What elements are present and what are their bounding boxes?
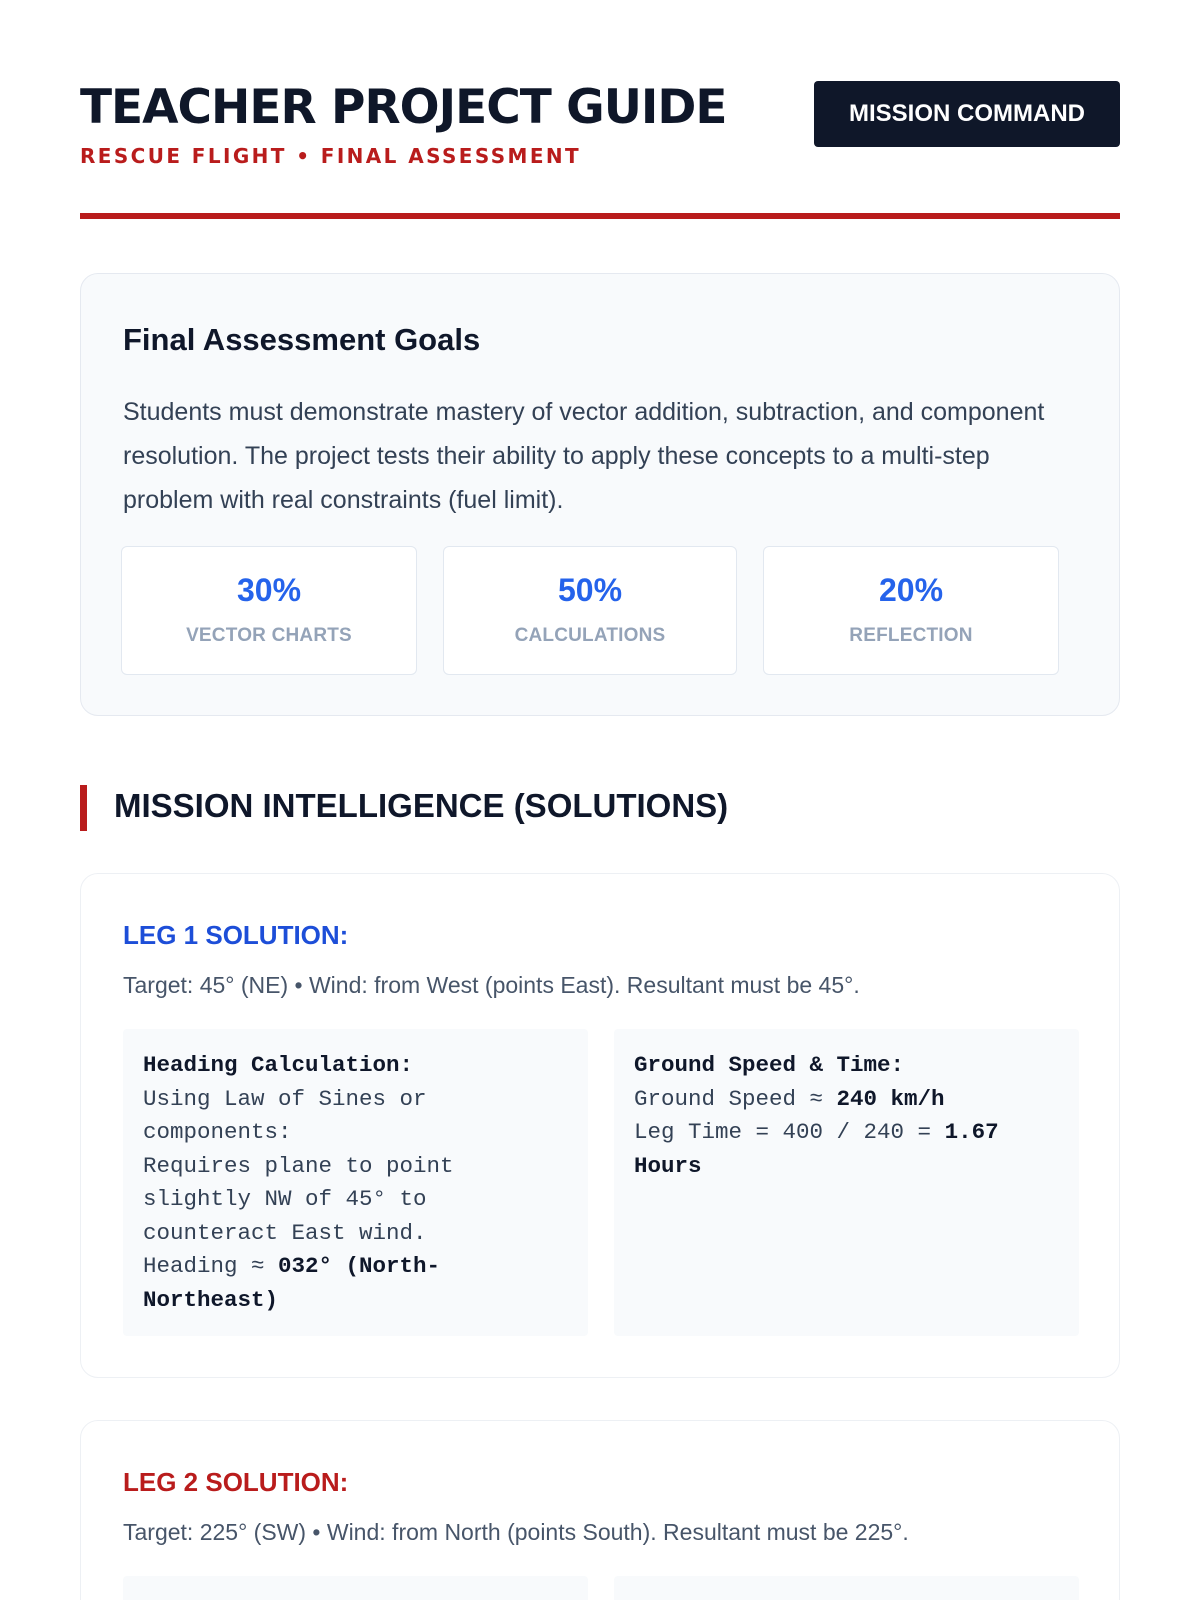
leg-2-target-note: Target: 225° (SW) • Wind: from North (points South). Resultant must be 225°. (123, 1519, 909, 1545)
heading-prefix: Heading ≈ (143, 1253, 279, 1279)
goals-heading: Final Assessment Goals (123, 322, 481, 357)
mission-command-button[interactable]: MISSION COMMAND (814, 81, 1120, 147)
block-line: components: (143, 1119, 292, 1145)
ground-speed-value: 240 km/h (836, 1085, 945, 1112)
leg-2-title: LEG 2 SOLUTION: (123, 1467, 349, 1497)
block-heading: Heading Calculation: (143, 1052, 414, 1078)
stat-label: CALCULATIONS (514, 625, 666, 646)
goals-description: Students must demonstrate mastery of vector addition, subtraction, and component resolution. The project tests their ability to apply these concepts to a multi-step problem with real constraints (fuel limit). (123, 398, 1045, 514)
heading-calculation-block (123, 1029, 588, 1336)
ground-speed-prefix: Ground Speed ≈ (634, 1085, 837, 1112)
leg-1-solution-card (80, 873, 1120, 1378)
page-title: TEACHER PROJECT GUIDE (80, 80, 727, 135)
block-line: counteract East wind. (143, 1219, 427, 1246)
page-header (80, 78, 1120, 168)
block-line: Requires plane to point (143, 1152, 454, 1179)
stat-card-calculations (443, 546, 737, 675)
leg-time-unit: Hours (634, 1152, 702, 1179)
leg-1-target-note: Target: 45° (NE) • Wind: from West (points East). Resultant must be 45°. (123, 972, 860, 998)
stat-value: 30% (236, 572, 302, 608)
block-line (634, 1150, 1059, 1184)
leg-2-right-block (614, 1576, 1079, 1600)
block-heading: Ground Speed & Time: (634, 1052, 905, 1078)
stat-card-vector-charts (121, 546, 417, 675)
block-line (143, 1250, 568, 1284)
section-title: MISSION INTELLIGENCE (SOLUTIONS) (114, 787, 729, 824)
block-line (634, 1083, 1059, 1117)
stat-label: REFLECTION (849, 625, 973, 646)
header-divider (80, 213, 1120, 219)
ground-speed-block (614, 1029, 1079, 1336)
leg-time-value: 1.67 (944, 1119, 999, 1145)
block-line: slightly NW of 45° to (143, 1186, 427, 1212)
stat-label: VECTOR CHARTS (186, 625, 352, 646)
heading-value-cont: Northeast) (143, 1286, 279, 1313)
page-subtitle: RESCUE FLIGHT • FINAL ASSESSMENT (80, 144, 582, 168)
section-accent-bar (80, 785, 87, 831)
assessment-goals-card (80, 273, 1120, 716)
leg-1-title: LEG 1 SOLUTION: (123, 920, 349, 950)
stat-value: 50% (557, 572, 623, 608)
leg-time-prefix: Leg Time = 400 / 240 = (634, 1119, 945, 1145)
heading-value: 032° (North- (278, 1253, 441, 1279)
block-line (634, 1116, 1059, 1150)
block-line: Using Law of Sines or (143, 1085, 427, 1112)
stat-card-reflection (763, 546, 1059, 675)
leg-2-left-block (123, 1576, 588, 1600)
stat-value: 20% (878, 572, 944, 608)
leg-2-solution-card (80, 1420, 1120, 1600)
block-line (143, 1284, 568, 1318)
